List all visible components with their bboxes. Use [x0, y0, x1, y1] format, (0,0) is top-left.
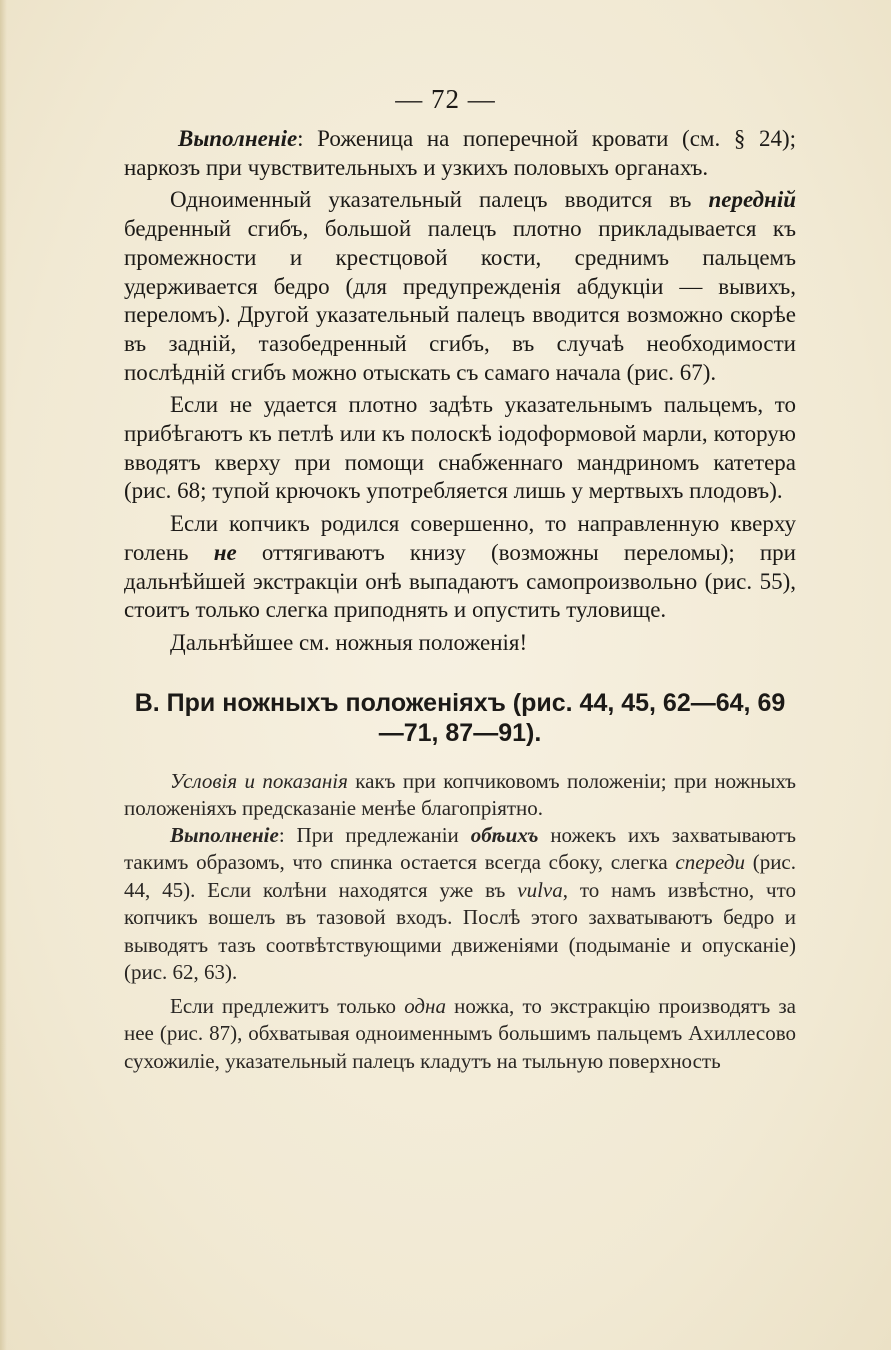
paragraph-text: ножекъ ихъ захватываютъ такимъ образомъ, что спинка остается всегда сбоку, слегка: [124, 822, 796, 875]
paragraph-text: бедренный сгибъ, большой палецъ плотно прикладывается къ промежности и крестцовой кости, среднимъ пальцемъ удерживается бедро (для предупрежденія абдукціи — вывихъ, переломъ). Другой указательный палецъ вводится возможно скорѣе въ задній, тазобедренный сгибъ, въ случаѣ необходимости послѣдній сгибъ можно отыскать съ самаго начала (рис. 67).: [124, 216, 796, 385]
page-number: — 72 —: [395, 84, 496, 114]
paragraph-text: , то намъ извѣстно, что копчикъ вошелъ въ тазовой входъ. Послѣ этого захватываютъ бедро и выводятъ тазъ соотвѣтствующими движеніями (подыманіе и опусканіе) (рис. 62, 63).: [124, 877, 796, 985]
emphasis-text: одна: [404, 993, 446, 1018]
emphasis-text: передній: [708, 187, 796, 213]
paragraph-text: какъ при копчиковомъ положеніи; при ножныхъ положеніяхъ предсказаніе менѣе благопріятно.: [124, 768, 796, 820]
paragraph-index-finger: [124, 186, 796, 387]
paragraph-text: : При предлежаніи: [278, 822, 471, 847]
text-column: [124, 125, 796, 1075]
paragraph-text: ножка, то экстракцію производятъ за нее (рис. 87), обхватывая одноименнымъ большимъ пальцемъ Ахиллесово сухожиліе, указательный палецъ кладутъ на тыльную поверхность: [124, 993, 796, 1073]
paragraph-text: оттягиваютъ книзу (возможны переломы); при дальнѣйшей экстракціи онѣ выпадаютъ самопроизвольно (рис. 55), стоитъ только слегка приподнять и опустить туловище.: [124, 539, 796, 623]
paragraph-see-also: Дальнѣйшее см. ножныя положенія!: [170, 629, 528, 655]
paragraph-text: Одноименный указательный палецъ вводится въ: [170, 187, 709, 213]
paragraph-coccyx-born: [124, 510, 796, 625]
paragraph-text: Если предлежитъ только: [170, 993, 405, 1018]
run-in-heading: Выполненіе: [178, 126, 298, 151]
paragraph-text: (рис. 44, 45). Если колѣни находятся уже въ: [124, 850, 796, 902]
run-in-heading: Выполненіе: [170, 822, 279, 847]
emphasis-text: не: [213, 539, 237, 565]
paragraph-single-leg: [124, 993, 796, 1076]
emphasis-text: обѣихъ: [470, 822, 539, 847]
paragraph-text: Если копчикъ родился совершенно, то направленную кверху голень: [124, 511, 796, 565]
paragraph-text: : Роженица на поперечной кровати (см. § 24); наркозъ при чувствительныхъ и узкихъ половыхъ органахъ.: [124, 126, 796, 180]
page-edge-shadow: [0, 0, 7, 1350]
emphasis-text: Условія и показанія: [170, 768, 348, 793]
paragraph-execution: [124, 125, 796, 182]
emphasis-text: vulva: [517, 877, 563, 902]
paragraph-conditions: [124, 768, 796, 822]
section-heading: B. При ножныхъ положеніяхъ (рис. 44, 45, 62—64, 69—71, 87—91).: [134, 688, 786, 747]
paragraph-loop: Если не удается плотно задѣть указательнымъ пальцемъ, то прибѣгаютъ къ петлѣ или къ полоскѣ іодоформовой марли, которую вводятъ кверху при помощи снабженнаго мандриномъ катетера (рис. 68; тупой крючокъ употребляется лишь у мертвыхъ плодовъ).: [124, 392, 796, 504]
paragraph-execution-b: [124, 822, 796, 987]
emphasis-text: спереди: [675, 850, 745, 875]
